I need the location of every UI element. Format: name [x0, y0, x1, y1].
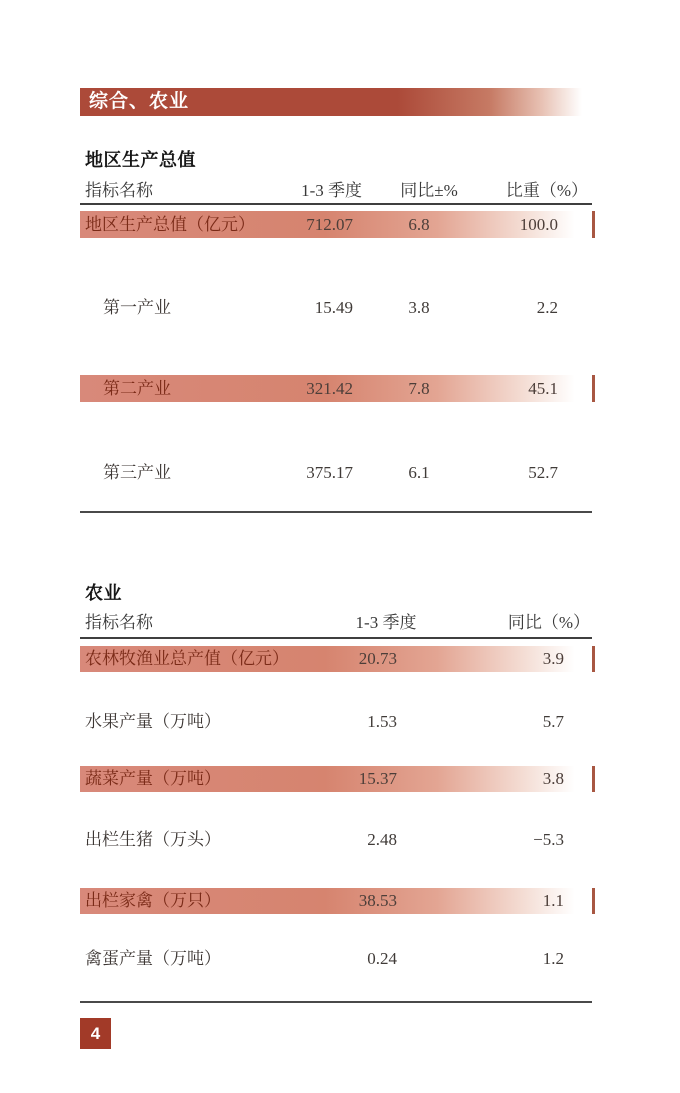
gdp-header-yoy: 同比±%: [400, 181, 458, 200]
row-share-value: 100.0: [519, 215, 558, 234]
row-period-value: 712.07: [306, 215, 353, 234]
row-end-tick: [592, 646, 595, 672]
row-share-value: 45.1: [528, 379, 558, 398]
row-label: 地区生产总值（亿元）: [85, 215, 255, 234]
row-label: 第二产业: [103, 379, 171, 398]
agri-bottom-rule: [80, 1001, 592, 1003]
row-period-value: 1.53: [367, 712, 397, 731]
row-end-tick: [592, 766, 595, 792]
gdp-bottom-rule: [80, 511, 592, 513]
row-end-tick: [592, 888, 595, 914]
row-yoy-value: −5.3: [533, 830, 564, 849]
row-label: 水果产量（万吨）: [85, 712, 221, 731]
row-end-tick: [592, 375, 595, 402]
agri-header-rule: [80, 637, 592, 639]
gdp-header-indicator: 指标名称: [85, 181, 153, 200]
row-yoy-value: 6.1: [408, 463, 430, 482]
row-period-value: 15.37: [358, 769, 397, 788]
row-label: 出栏生猪（万头）: [85, 830, 221, 849]
row-period-value: 375.17: [306, 463, 353, 482]
gdp-header-period: 1-3 季度: [301, 181, 362, 200]
row-yoy-value: 5.7: [542, 712, 564, 731]
row-label: 第三产业: [103, 463, 171, 482]
table-row-primary-industry: [80, 295, 592, 321]
gdp-table-header-row: [80, 178, 592, 204]
gdp-section-title: 地区生产总值: [85, 150, 196, 170]
row-yoy-value: 3.8: [408, 298, 430, 317]
row-yoy-value: 7.8: [408, 379, 430, 398]
row-label: 蔬菜产量（万吨）: [85, 769, 221, 788]
row-period-value: 0.24: [367, 949, 397, 968]
row-yoy-value: 3.8: [542, 769, 564, 788]
table-row-farming-output: [80, 646, 592, 672]
table-row-fruit-output: [80, 709, 592, 735]
row-label: 第一产业: [103, 298, 171, 317]
agri-header-indicator: 指标名称: [85, 613, 153, 632]
table-row-gdp-total: [80, 211, 592, 238]
row-yoy-value: 1.1: [542, 891, 564, 910]
table-row-poultry-slaughtered: [80, 888, 592, 914]
chapter-banner: [80, 88, 592, 116]
row-label: 农林牧渔业总产值（亿元）: [85, 649, 289, 668]
page-number-badge: 4: [80, 1018, 111, 1049]
row-period-value: 321.42: [306, 379, 353, 398]
row-period-value: 15.49: [314, 298, 353, 317]
row-label: 出栏家禽（万只）: [85, 891, 221, 910]
chapter-banner-title: 综合、农业: [89, 91, 190, 112]
row-label: 禽蛋产量（万吨）: [85, 949, 221, 968]
row-period-value: 38.53: [358, 891, 397, 910]
row-period-value: 20.73: [358, 649, 397, 668]
agri-header-period: 1-3 季度: [355, 613, 417, 632]
agri-header-yoy: 同比（%）: [507, 613, 590, 632]
table-row-vegetable-output: [80, 766, 592, 792]
table-row-tertiary-industry: [80, 460, 592, 486]
row-period-value: 2.48: [367, 830, 397, 849]
row-share-value: 52.7: [528, 463, 558, 482]
row-share-value: 2.2: [536, 298, 558, 317]
table-row-secondary-industry: [80, 375, 592, 402]
row-yoy-value: 1.2: [542, 949, 564, 968]
agri-table-header-row: [80, 610, 592, 636]
row-yoy-value: 3.9: [542, 649, 564, 668]
table-row-egg-output: [80, 946, 592, 972]
gdp-header-rule: [80, 203, 592, 205]
agriculture-section-title: 农业: [85, 583, 122, 603]
row-yoy-value: 6.8: [408, 215, 430, 234]
row-end-tick: [592, 211, 595, 238]
table-row-hogs-slaughtered: [80, 827, 592, 853]
gdp-header-share: 比重（%）: [505, 181, 588, 200]
